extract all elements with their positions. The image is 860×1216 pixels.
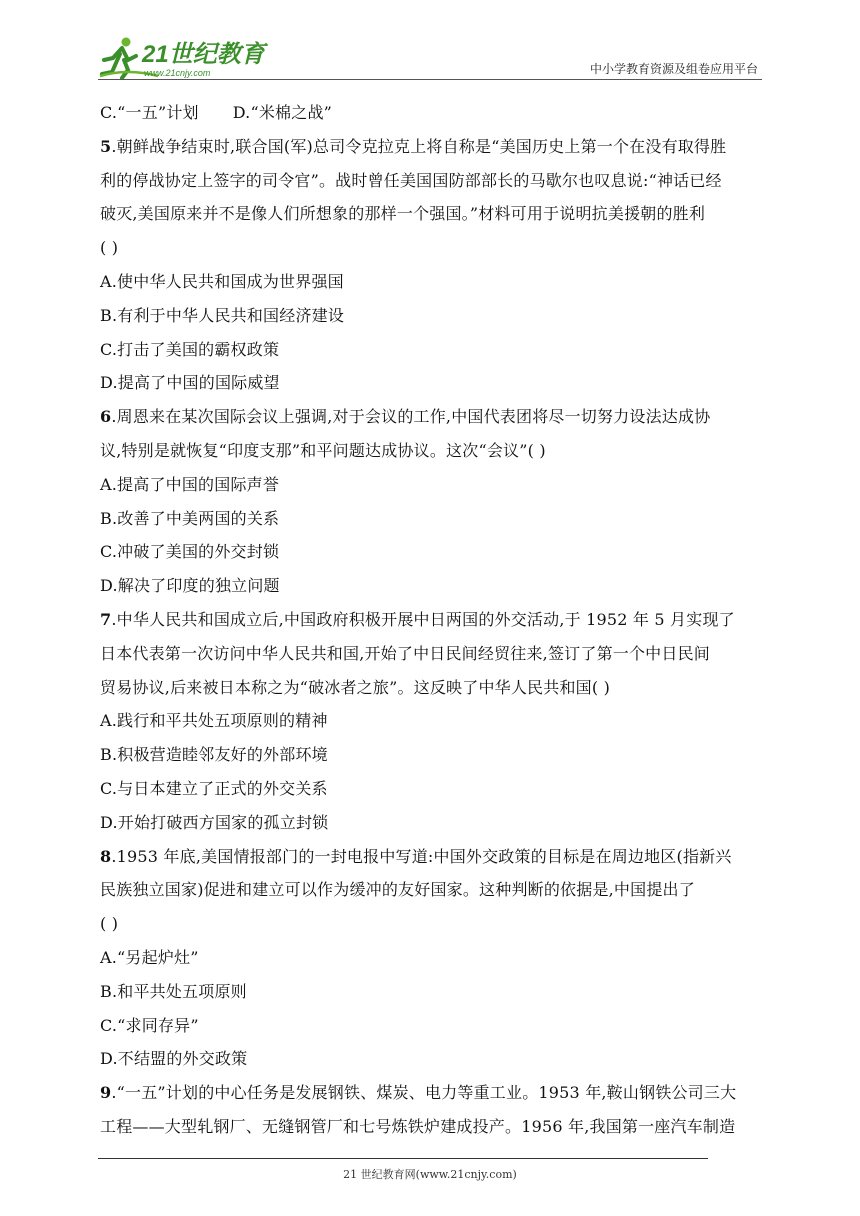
answer-option[interactable]: D.提高了中国的国际威望	[100, 373, 280, 393]
question-stem-line	[100, 400, 766, 434]
stem-text: .1953 年底,美国情报部门的一封电报中写道:中国外交政策的目标是在周边地区(指新兴	[111, 846, 732, 866]
answer-option[interactable]: C.与日本建立了正式的外交关系	[100, 778, 328, 798]
option-d: D.“米棉之战”	[232, 103, 333, 122]
stem-text: ( )	[100, 238, 119, 258]
page-header	[98, 34, 762, 82]
question-stem-line	[100, 130, 766, 164]
answer-option[interactable]: B.改善了中美两国的关系	[100, 508, 280, 528]
question-stem-line	[100, 231, 766, 265]
answer-option[interactable]: C.打击了美国的霸权政策	[100, 339, 280, 359]
stem-text: 破灭,美国原来并不是像人们所想象的那样一个强国。”材料可用于说明抗美援朝的胜利	[100, 204, 706, 224]
question-stem-line	[100, 164, 766, 198]
answer-option[interactable]: A.“另起炉灶”	[100, 947, 199, 967]
answer-option[interactable]: B.积极营造睦邻友好的外部环境	[100, 745, 328, 765]
answer-option[interactable]: C.冲破了美国的外交封锁	[100, 542, 280, 562]
previous-question-options	[100, 96, 766, 130]
question-stem-line	[100, 1110, 766, 1144]
stem-text: 日本代表第一次访问中华人民共和国,开始了中日民间经贸往来,签订了第一个中日民间	[100, 643, 710, 663]
stem-text: 工程——大型轧钢厂、无缝钢管厂和七号炼铁炉建成投产。1956 年,我国第一座汽车制造	[100, 1116, 736, 1136]
questions-container	[100, 130, 766, 1144]
answer-option[interactable]: B.有利于中华人民共和国经济建设	[100, 305, 345, 325]
question-number: 9	[100, 1083, 112, 1103]
option-c: C.“一五”计划	[100, 103, 199, 122]
stem-text: .“一五”计划的中心任务是发展钢铁、煤炭、电力等重工业。1953 年,鞍山钢铁公司三大	[111, 1083, 737, 1103]
question-stem-line	[100, 671, 766, 705]
question-stem-line	[100, 840, 766, 874]
platform-title: 中小学教育资源及组卷应用平台	[589, 62, 758, 76]
answer-option[interactable]: D.开始打破西方国家的孤立封锁	[100, 812, 329, 832]
question-number: 6	[100, 407, 112, 427]
question-9	[100, 1076, 766, 1144]
stem-text: .周恩来在某次国际会议上强调,对于会议的工作,中国代表团将尽一切努力设法达成协	[111, 407, 711, 427]
logo-url: www.21cnjy.com	[144, 68, 211, 78]
answer-option[interactable]: B.和平共处五项原则	[100, 981, 247, 1001]
answer-option[interactable]: C.“求同存异”	[100, 1015, 199, 1035]
question-6	[100, 400, 766, 603]
question-number: 8	[100, 846, 112, 866]
stem-text: 民族独立国家)促进和建立可以作为缓冲的友好国家。这种判断的依据是,中国提出了	[100, 880, 695, 900]
question-stem-line	[100, 907, 766, 941]
answer-option[interactable]: A.践行和平共处五项原则的精神	[100, 711, 328, 731]
answer-option[interactable]: A.提高了中国的国际声誉	[100, 474, 280, 494]
question-list	[100, 96, 766, 1144]
stem-text: 贸易协议,后来被日本称之为“破冰者之旅”。这反映了中华人民共和国( )	[100, 677, 611, 697]
site-logo	[98, 34, 288, 82]
stem-text: 利的停战协定上签字的司令官”。战时曾任美国国防部部长的马歇尔也叹息说:“神话已经	[100, 170, 722, 190]
question-5	[100, 130, 766, 400]
question-stem-line	[100, 873, 766, 907]
question-number: 5	[100, 136, 112, 156]
question-8	[100, 840, 766, 1077]
stem-text: .中华人民共和国成立后,中国政府积极开展中日两国的外交活动,于 1952 年 5 月实现了	[111, 609, 735, 629]
question-stem-line	[100, 603, 766, 637]
stem-text: 议,特别是就恢复“印度支那”和平问题达成协议。这次“会议”( )	[100, 440, 546, 460]
question-stem-line	[100, 1076, 766, 1110]
answer-option[interactable]: A.使中华人民共和国成为世界强国	[100, 271, 344, 291]
question-number: 7	[100, 609, 112, 629]
question-stem-line	[100, 434, 766, 468]
footer-text: 21 世纪教育网(www.21cnjy.com)	[343, 1168, 517, 1181]
question-7	[100, 603, 766, 840]
question-stem-line	[100, 197, 766, 231]
logo-wordmark: 21世纪教育	[142, 41, 265, 68]
stem-text: .朝鲜战争结束时,联合国(军)总司令克拉克上将自称是“美国历史上第一个在没有取得胜	[111, 136, 727, 156]
stem-text: ( )	[100, 914, 119, 934]
header-divider	[98, 79, 762, 80]
answer-option[interactable]: D.不结盟的外交政策	[100, 1049, 248, 1069]
question-stem-line	[100, 637, 766, 671]
answer-option[interactable]: D.解决了印度的独立问题	[100, 576, 280, 596]
footer-divider	[98, 1158, 708, 1159]
